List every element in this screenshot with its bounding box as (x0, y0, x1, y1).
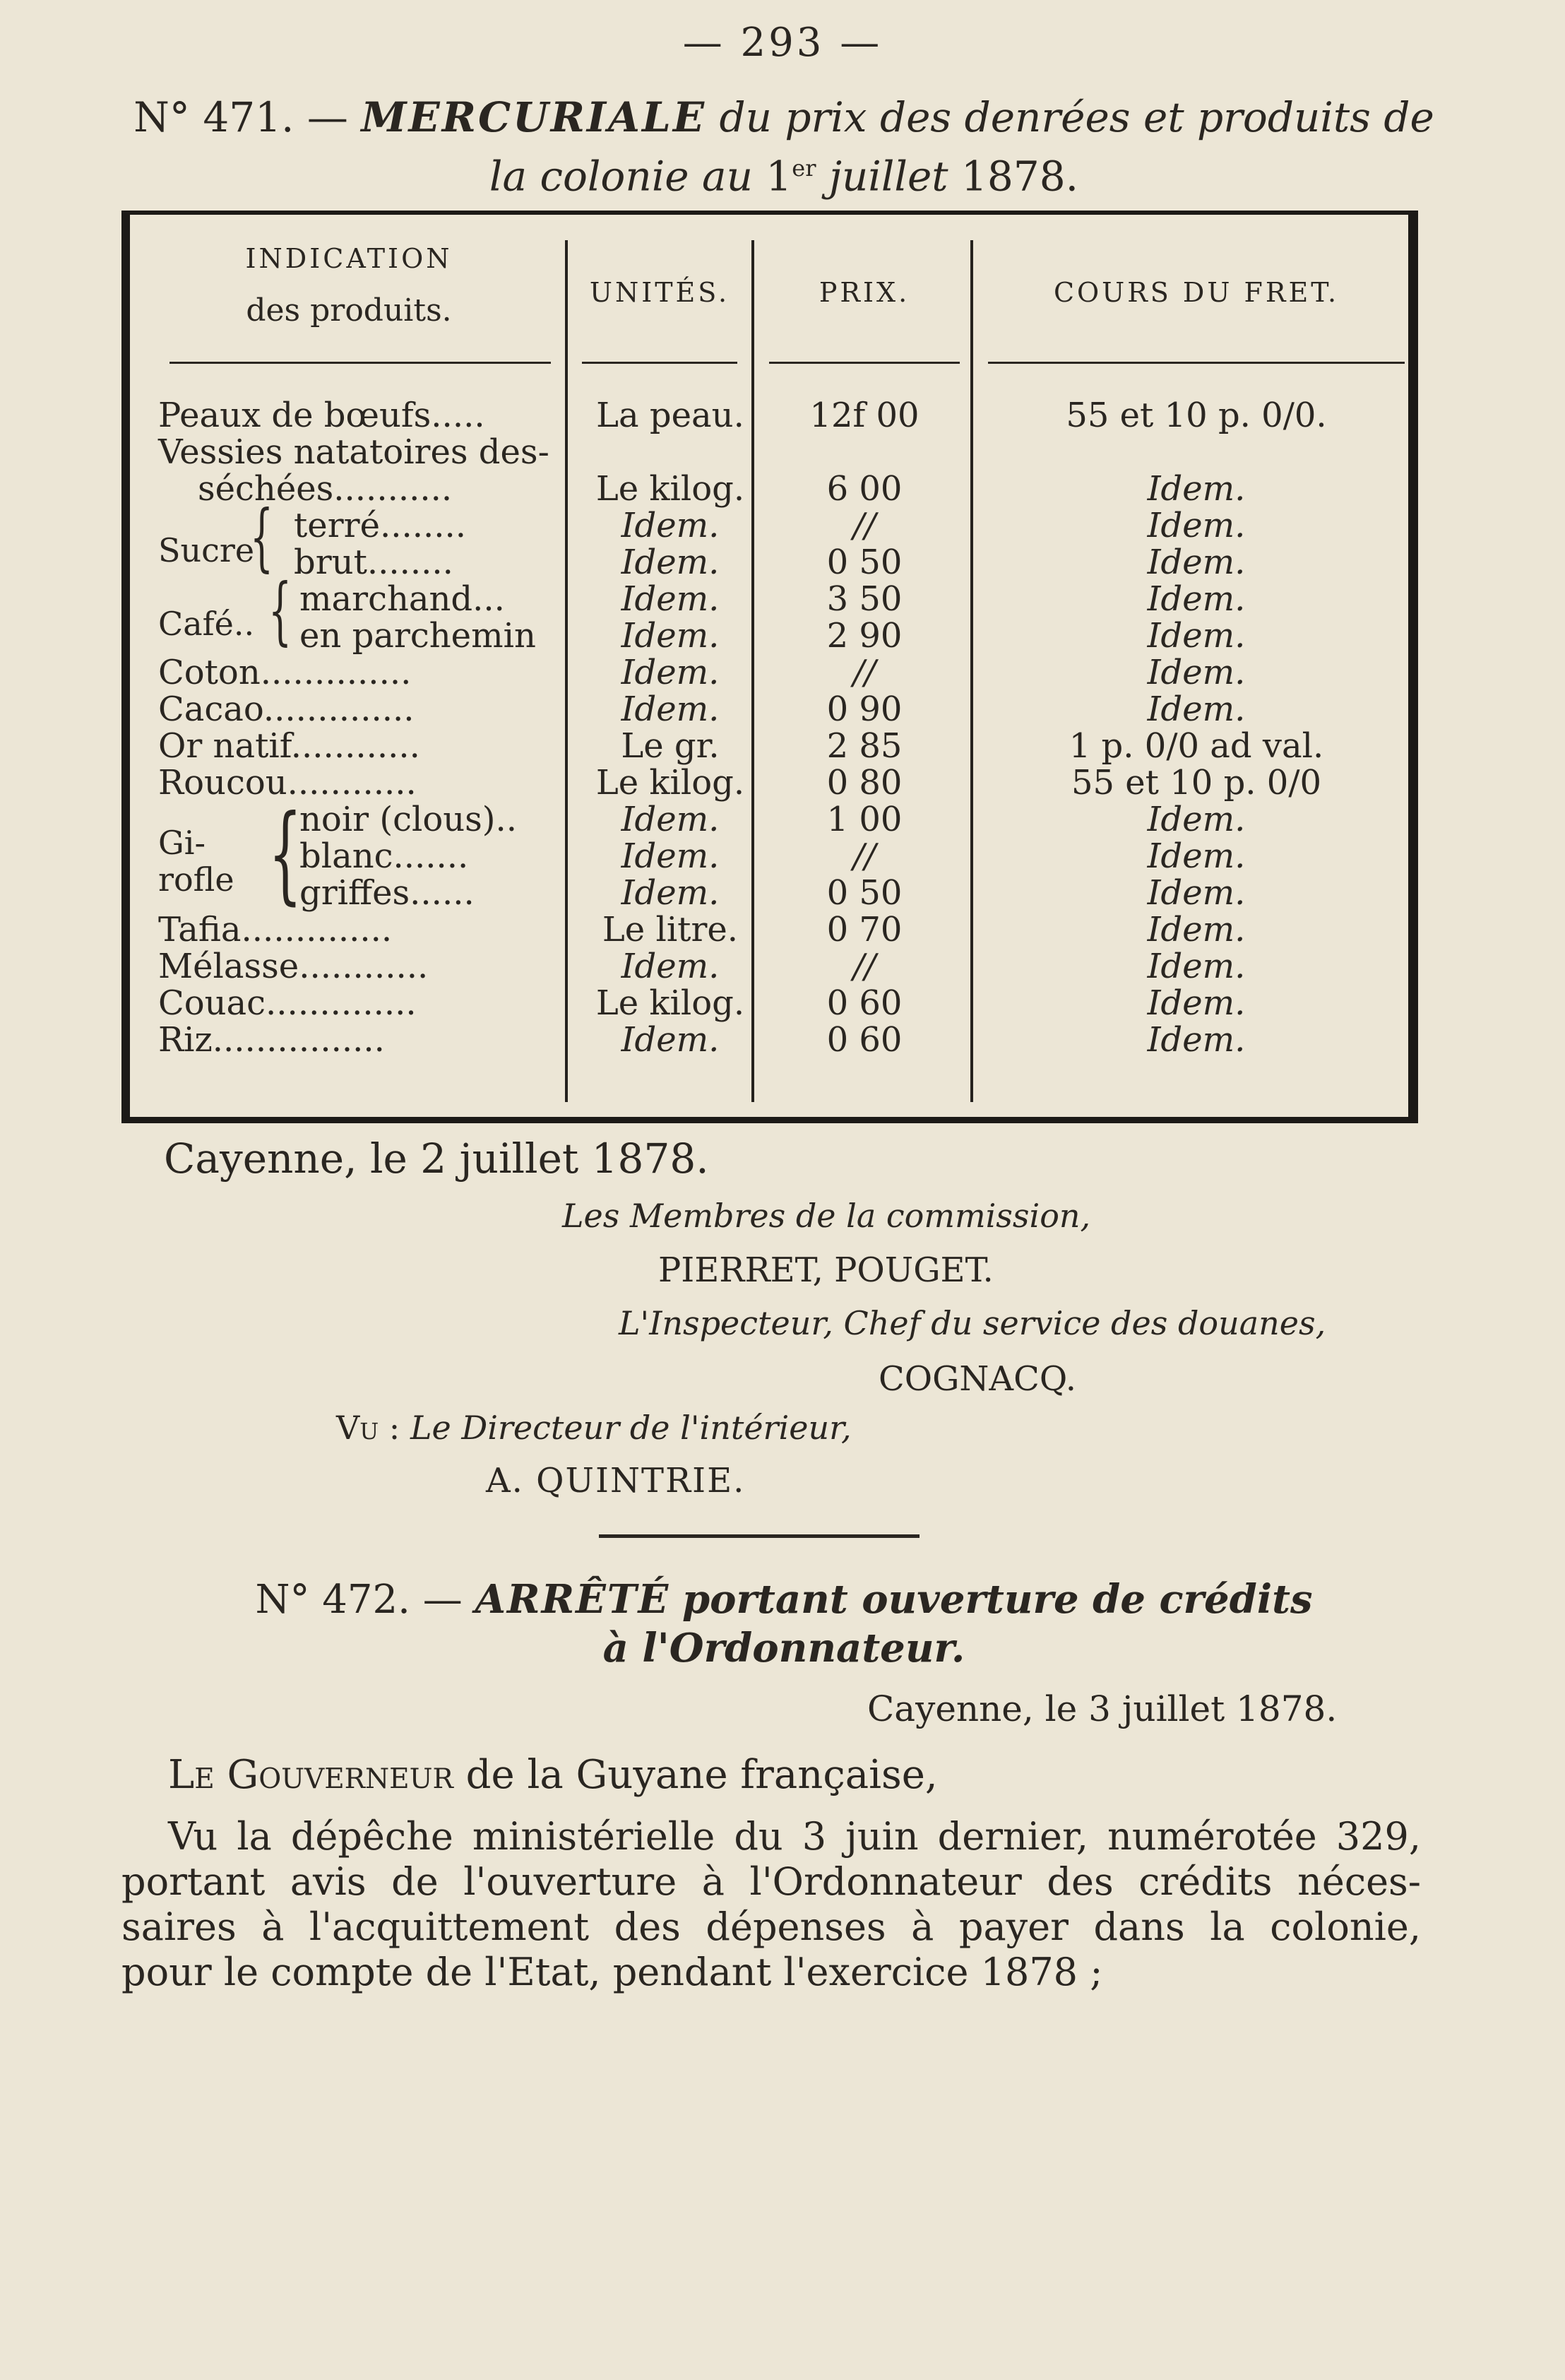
cell-unite: Idem. (621, 836, 720, 876)
inspecteur-name: COGNACQ. (879, 1359, 1077, 1399)
cell-prix: 0 60 (826, 983, 903, 1023)
cell-fret: Idem. (1147, 910, 1246, 949)
doc472-title-head: ARRÊTÉ (475, 1576, 670, 1623)
group-label-girofle-1: Gi- (158, 824, 206, 862)
cell-unite: Idem. (621, 1020, 720, 1060)
cell-unite: Idem. (621, 873, 720, 913)
group-label-cafe: Café.. (158, 605, 255, 643)
page-number: — 293 — (682, 20, 883, 66)
cell-unite: Idem. (621, 947, 720, 986)
cell-produit: séchées........... (198, 469, 453, 509)
cell-unite: Idem. (621, 616, 720, 656)
doc471-number: N° 471. (133, 93, 294, 141)
cell-fret: Idem. (1147, 836, 1246, 876)
cell-unite: Idem. (621, 579, 720, 619)
cell-fret: Idem. (1147, 800, 1246, 839)
doc472-dash: — (422, 1577, 463, 1623)
cell-produit: terré........ (294, 506, 467, 545)
cell-unite: Le kilog. (595, 469, 745, 509)
cell-prix: // (852, 653, 876, 692)
doc471-title-line2a: la colonie au (489, 152, 753, 201)
cell-prix: 0 90 (826, 689, 903, 729)
doc472-title-line1 (127, 1575, 1441, 1624)
cell-produit: Roucou............ (158, 763, 417, 803)
cell-prix: 1 00 (826, 800, 903, 839)
cell-fret: Idem. (1147, 469, 1246, 509)
cell-unite: Le litre. (602, 910, 739, 949)
cell-produit: brut........ (294, 543, 453, 582)
cell-produit: Coton.............. (158, 653, 412, 692)
header-indication: INDICATION (245, 243, 453, 274)
doc472-body (121, 1814, 1421, 1995)
doc472-title (127, 1575, 1441, 1672)
cell-fret: 55 et 10 p. 0/0 (1071, 763, 1322, 803)
cell-fret: Idem. (1147, 579, 1246, 619)
table-row (130, 544, 1427, 581)
cell-unite: Idem. (621, 653, 720, 692)
cell-unite: Idem. (621, 800, 720, 839)
body-line: saires à l'acquittement des dépenses à payer dans la colonie, (121, 1905, 1421, 1949)
cell-prix: 2 90 (826, 616, 903, 656)
cell-unite: Idem. (621, 689, 720, 729)
cell-unite: Idem. (621, 506, 720, 545)
gouverneur-rest: de la Guyane française, (465, 1752, 938, 1798)
body-line: portant avis de l'ouverture à l'Ordonnateur des crédits néces- (121, 1859, 1421, 1904)
cell-produit: marchand... (299, 579, 505, 619)
cell-produit: Tafia.............. (158, 910, 393, 949)
doc472-date: Cayenne, le 3 juillet 1878. (867, 1688, 1338, 1729)
doc472-title-line2: à l'Ordonnateur. (602, 1625, 965, 1671)
cell-prix: 2 85 (826, 726, 903, 766)
table-row (130, 1022, 1427, 1058)
doc471-title-line1 (127, 92, 1441, 143)
cell-unite: Le kilog. (595, 983, 745, 1023)
place-date-471: Cayenne, le 2 juillet 1878. (164, 1135, 709, 1183)
vu-label: Vu : (336, 1409, 400, 1447)
cell-unite: Idem. (621, 543, 720, 582)
mercuriale-table (121, 211, 1418, 1123)
cell-prix: // (852, 947, 876, 986)
cell-fret: Idem. (1147, 506, 1246, 545)
directeur-name: A. QUINTRIE. (486, 1461, 746, 1500)
body-line: Vu la dépêche ministérielle du 3 juin dernier, numérotée 329, (168, 1814, 1421, 1859)
cell-unite: La peau. (596, 396, 744, 435)
commission-names: PIERRET, POUGET. (658, 1250, 994, 1290)
doc471-title-head: MERCURIALE (361, 93, 707, 141)
cell-prix: // (852, 836, 876, 876)
doc471-title-tail: du prix des denrées et produits de (719, 93, 1434, 141)
cell-produit: Or natif............ (158, 726, 420, 766)
table-row (130, 801, 1427, 838)
table-row (130, 397, 1427, 434)
gouverneur-label: Le Gouverneur (168, 1752, 453, 1798)
group-label-sucre: Sucre (158, 531, 255, 569)
cell-prix: 0 50 (826, 543, 903, 582)
cell-prix: 0 60 (826, 1020, 903, 1060)
table-row (130, 434, 1427, 470)
cell-fret: Idem. (1147, 543, 1246, 582)
doc472-number: N° 472. (255, 1577, 410, 1623)
cell-fret: Idem. (1147, 1020, 1246, 1060)
cell-prix: 6 00 (826, 469, 903, 509)
table-row (130, 581, 1427, 617)
brace-girofle: { (268, 793, 302, 916)
doc471-title-line2b: juillet (828, 152, 948, 201)
cell-prix: 0 50 (826, 873, 903, 913)
header-indication-2: des produits. (246, 292, 452, 328)
doc471-title-day: 1 (766, 152, 792, 201)
cell-produit: Riz................ (158, 1020, 385, 1060)
doc471-dash: — (307, 93, 348, 141)
table-row (130, 838, 1427, 875)
cell-fret: 55 et 10 p. 0/0. (1066, 396, 1327, 435)
cell-produit: blanc....... (299, 836, 469, 876)
brace-sucre: { (250, 494, 274, 580)
header-fret: COURS DU FRET. (1053, 277, 1340, 308)
cell-fret: 1 p. 0/0 ad val. (1069, 726, 1324, 766)
cell-produit: Peaux de bœufs..... (158, 396, 485, 435)
directeur-label: Le Directeur de l'intérieur, (410, 1409, 852, 1447)
table-row (130, 617, 1427, 654)
gouverneur-line (168, 1752, 938, 1798)
doc472-title-tail: portant ouverture de crédits (682, 1576, 1313, 1623)
header-rule-3 (769, 362, 960, 364)
cell-produit: griffes...... (299, 873, 475, 913)
cell-fret: Idem. (1147, 653, 1246, 692)
cell-fret: Idem. (1147, 873, 1246, 913)
header-rule-1 (169, 362, 551, 364)
doc471-title-sup: er (792, 155, 816, 182)
body-line: pour le compte de l'Etat, pendant l'exercice 1878 ; (121, 1950, 1103, 1994)
cell-prix: 0 70 (826, 910, 903, 949)
vu-line (336, 1409, 852, 1447)
table-row (130, 654, 1427, 691)
doc471-title-year: 1878. (961, 152, 1079, 201)
cell-produit: Couac.............. (158, 983, 417, 1023)
table-row (130, 470, 1427, 507)
brace-cafe: { (268, 567, 292, 653)
cell-fret: Idem. (1147, 983, 1246, 1023)
cell-unite: Le gr. (621, 726, 720, 766)
commission-label: Les Membres de la commission, (562, 1197, 1091, 1235)
cell-produit: Vessies natatoires des- (158, 432, 549, 472)
cell-produit: Mélasse............ (158, 947, 429, 986)
cell-unite: Le kilog. (595, 763, 745, 803)
cell-fret: Idem. (1147, 616, 1246, 656)
header-rule-2 (582, 362, 737, 364)
cell-prix: // (852, 506, 876, 545)
group-label-girofle-2: rofle (158, 860, 234, 899)
table-row (130, 948, 1427, 985)
cell-fret: Idem. (1147, 689, 1246, 729)
header-prix: PRIX. (819, 277, 910, 308)
cell-produit: noir (clous).. (299, 800, 518, 839)
cell-produit: en parchemin (299, 616, 536, 656)
cell-prix: 0 80 (826, 763, 903, 803)
table-row (130, 507, 1427, 544)
header-unites: UNITÉS. (589, 277, 730, 308)
table-row (130, 875, 1427, 911)
doc471-title (127, 92, 1441, 201)
header-rule-4 (988, 362, 1405, 364)
cell-fret: Idem. (1147, 947, 1246, 986)
cell-produit: Cacao.............. (158, 689, 415, 729)
table-row (130, 911, 1427, 948)
inspecteur-label: L'Inspecteur, Chef du service des douanes, (619, 1304, 1326, 1342)
cell-prix: 3 50 (826, 579, 903, 619)
cell-prix: 12f 00 (809, 396, 920, 435)
doc471-title-line2 (127, 143, 1441, 201)
table-row (130, 985, 1427, 1022)
table-row (130, 728, 1427, 764)
table-row (130, 691, 1427, 728)
section-separator (599, 1534, 920, 1538)
table-row (130, 764, 1427, 801)
